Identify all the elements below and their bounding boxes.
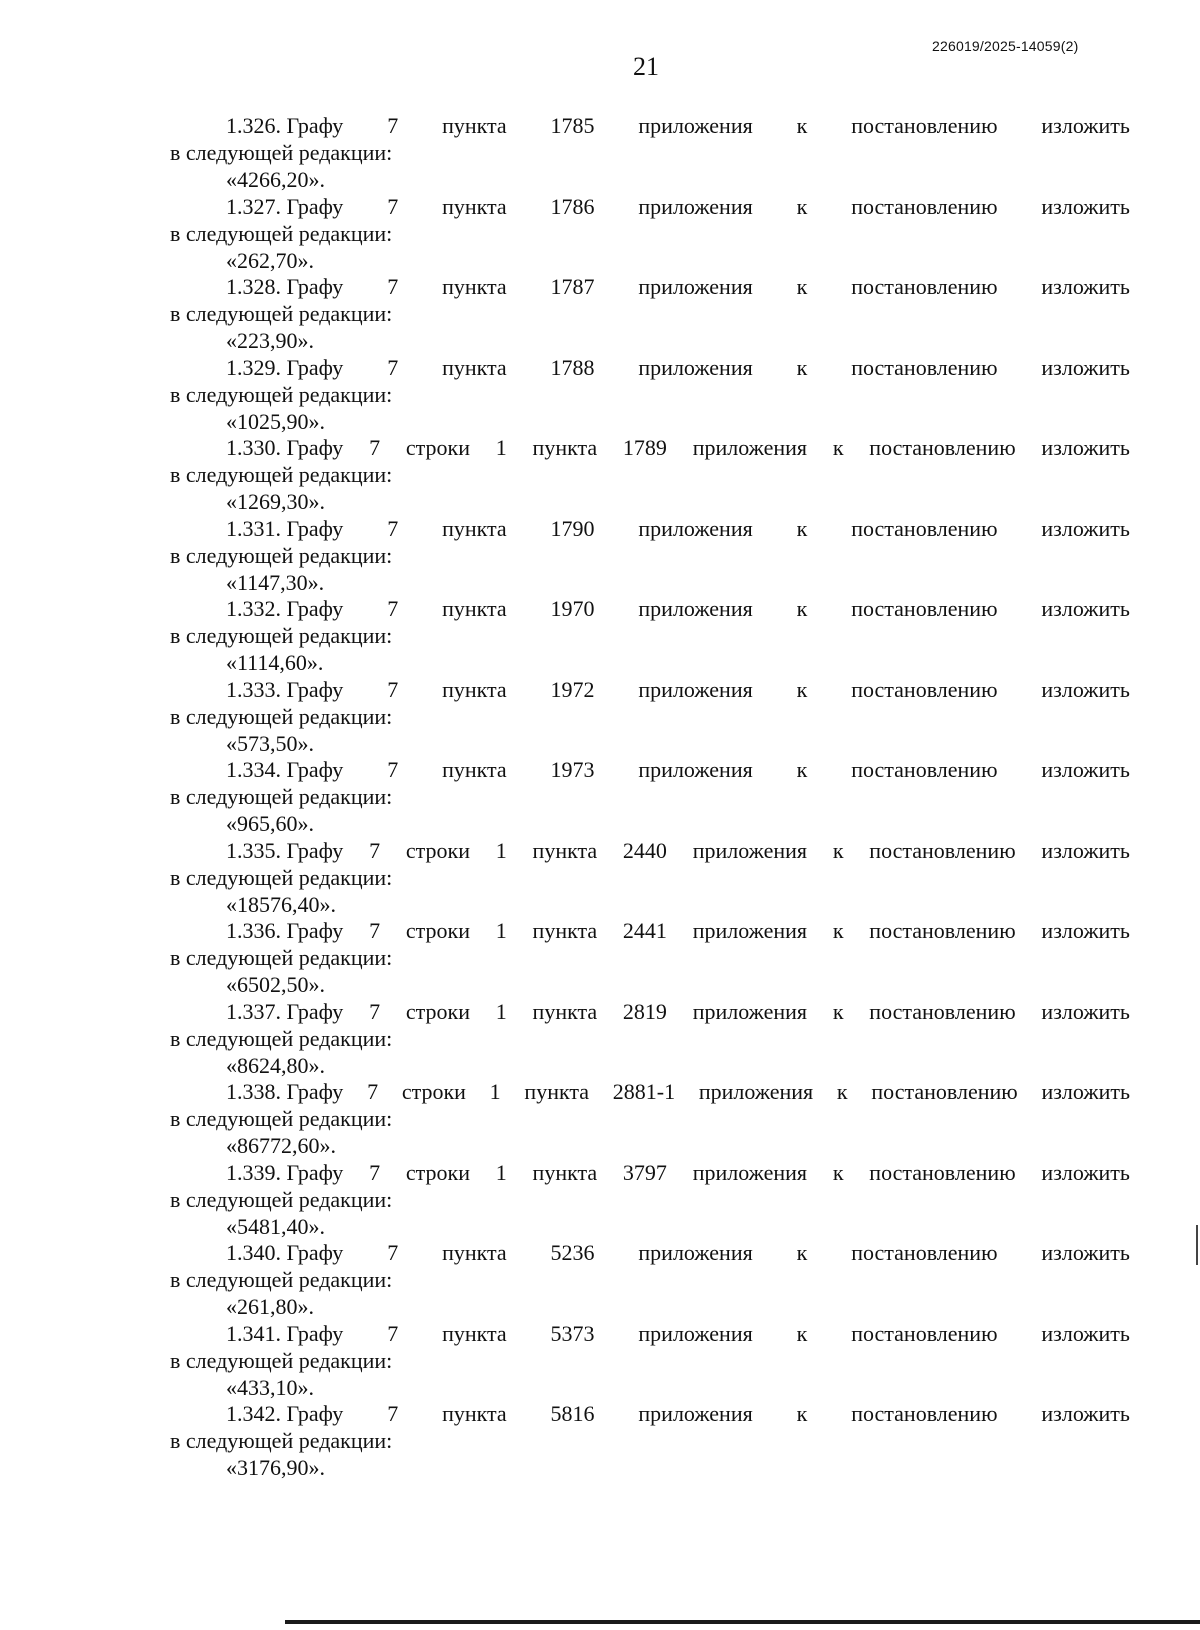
right-scan-edge bbox=[1196, 1225, 1198, 1265]
amendment-word: 1.336. Графу bbox=[226, 918, 344, 943]
amendment-word: пункта bbox=[442, 1320, 507, 1346]
amendment-word: строки bbox=[405, 1159, 470, 1185]
amendment-word: 2819 bbox=[622, 998, 667, 1024]
amendment-word: к bbox=[796, 515, 808, 541]
amendment-word: 7 bbox=[369, 918, 381, 943]
amendment-word: приложения bbox=[692, 918, 808, 943]
amendment-word: пункта bbox=[442, 354, 507, 380]
amendment-word: пункта bbox=[442, 193, 507, 219]
amendment-word: к bbox=[832, 918, 844, 943]
amendment-word: 7 bbox=[387, 193, 399, 219]
amendment-word: изложить bbox=[1041, 435, 1130, 460]
amendment-item bbox=[170, 1400, 1130, 1481]
amendment-word: приложения bbox=[638, 596, 753, 621]
amendment-word: 1.333. Графу bbox=[226, 676, 344, 702]
amendment-continuation: в следующей редакции: bbox=[170, 220, 393, 246]
amendment-word: приложения bbox=[638, 113, 753, 138]
amendment-word: изложить bbox=[1041, 1159, 1130, 1185]
amendment-word: 1.328. Графу bbox=[226, 274, 344, 299]
amendment-first-line bbox=[170, 112, 1130, 139]
amendment-word: строки bbox=[405, 837, 470, 863]
amendment-word: к bbox=[832, 435, 844, 460]
amendment-word: 1.329. Графу bbox=[226, 354, 344, 380]
amendment-new-value: «18576,40». bbox=[226, 891, 336, 917]
amendment-word: строки bbox=[405, 998, 470, 1024]
amendment-continuation: в следующей редакции: bbox=[170, 1267, 393, 1292]
amendment-word: 1788 bbox=[550, 354, 595, 380]
amendment-word: 1785 bbox=[550, 113, 595, 138]
amendment-word: постановлению bbox=[851, 1320, 998, 1346]
amendment-first-line bbox=[170, 1239, 1130, 1266]
amendment-word: 1.331. Графу bbox=[226, 515, 344, 541]
amendment-word: приложения bbox=[638, 1320, 753, 1346]
amendment-word: 7 bbox=[367, 1079, 379, 1104]
amendment-continuation: в следующей редакции: bbox=[170, 703, 393, 729]
amendment-word: 1.326. Графу bbox=[226, 113, 344, 138]
amendment-word: постановлению bbox=[851, 515, 998, 541]
amendment-word: постановлению bbox=[869, 435, 1016, 460]
amendment-item bbox=[170, 273, 1130, 354]
amendment-word: постановлению bbox=[851, 1240, 998, 1265]
amendment-new-value: «86772,60». bbox=[226, 1133, 336, 1158]
amendment-first-line bbox=[170, 1400, 1130, 1427]
amendment-word: 5373 bbox=[550, 1320, 595, 1346]
amendment-first-line bbox=[170, 756, 1130, 783]
amendment-first-line bbox=[170, 837, 1130, 864]
amendment-word: к bbox=[796, 354, 808, 380]
amendment-new-value: «261,80». bbox=[226, 1294, 314, 1319]
amendment-word: 7 bbox=[387, 515, 399, 541]
amendment-new-value: «1269,30». bbox=[226, 489, 325, 514]
amendment-new-value: «965,60». bbox=[226, 811, 314, 836]
amendment-word: пункта bbox=[442, 1401, 507, 1426]
amendment-word: изложить bbox=[1041, 1079, 1130, 1104]
amendment-continuation: в следующей редакции: bbox=[170, 784, 393, 809]
amendment-item bbox=[170, 515, 1130, 596]
amendment-item bbox=[170, 354, 1130, 435]
amendment-word: строки bbox=[405, 435, 470, 460]
amendment-word: 7 bbox=[387, 113, 399, 138]
amendment-word: 5816 bbox=[550, 1401, 595, 1426]
amendment-word: 7 bbox=[387, 1320, 399, 1346]
amendment-word: 1790 bbox=[550, 515, 595, 541]
amendment-word: 1970 bbox=[550, 596, 595, 621]
amendment-word: 2441 bbox=[622, 918, 667, 943]
amendment-new-value: «223,90». bbox=[226, 328, 314, 353]
amendment-word: 7 bbox=[369, 1159, 381, 1185]
amendment-word: 1973 bbox=[550, 757, 595, 782]
amendment-word: 1 bbox=[495, 435, 507, 460]
amendment-word: постановлению bbox=[851, 193, 998, 219]
amendment-word: изложить bbox=[1041, 676, 1130, 702]
amendment-first-line bbox=[170, 193, 1130, 220]
amendment-item bbox=[170, 756, 1130, 837]
amendment-word: к bbox=[832, 1159, 844, 1185]
amendment-new-value: «4266,20». bbox=[226, 167, 325, 192]
amendment-word: приложения bbox=[692, 1159, 808, 1185]
amendment-word: пункта bbox=[532, 918, 598, 943]
amendment-first-line bbox=[170, 354, 1130, 381]
amendment-first-line bbox=[170, 273, 1130, 300]
amendment-word: приложения bbox=[638, 354, 753, 380]
amendment-word: приложения bbox=[638, 1401, 753, 1426]
amendment-word: приложения bbox=[638, 274, 753, 299]
amendment-word: 1.335. Графу bbox=[226, 837, 344, 863]
amendment-continuation: в следующей редакции: bbox=[170, 864, 393, 890]
amendment-continuation: в следующей редакции: bbox=[170, 1106, 393, 1131]
amendment-word: пункта bbox=[442, 113, 507, 138]
amendment-word: пункта bbox=[442, 274, 507, 299]
amendment-word: изложить bbox=[1041, 1320, 1130, 1346]
amendment-word: приложения bbox=[698, 1079, 814, 1104]
amendment-word: пункта bbox=[524, 1079, 590, 1104]
amendment-word: приложения bbox=[692, 435, 808, 460]
amendment-word: изложить bbox=[1041, 837, 1130, 863]
amendment-word: постановлению bbox=[851, 676, 998, 702]
amendment-new-value: «8624,80». bbox=[226, 1052, 325, 1078]
amendment-word: постановлению bbox=[869, 1159, 1016, 1185]
amendment-word: к bbox=[796, 757, 808, 782]
amendment-word: постановлению bbox=[869, 918, 1016, 943]
amendment-word: постановлению bbox=[851, 354, 998, 380]
amendment-word: постановлению bbox=[851, 274, 998, 299]
amendment-word: постановлению bbox=[869, 998, 1016, 1024]
amendment-new-value: «1147,30». bbox=[226, 569, 325, 595]
amendment-word: пункта bbox=[442, 676, 507, 702]
amendment-word: пункта bbox=[442, 757, 507, 782]
amendment-continuation: в следующей редакции: bbox=[170, 301, 393, 326]
amendment-word: к bbox=[796, 193, 808, 219]
amendment-word: изложить bbox=[1041, 918, 1130, 943]
amendment-new-value: «5481,40». bbox=[226, 1213, 325, 1239]
amendment-word: постановлению bbox=[851, 113, 998, 138]
amendment-item bbox=[170, 917, 1130, 998]
amendment-word: постановлению bbox=[871, 1079, 1018, 1104]
amendment-word: изложить bbox=[1041, 274, 1130, 299]
amendment-item bbox=[170, 1078, 1130, 1159]
amendment-word: пункта bbox=[532, 837, 598, 863]
amendment-word: пункта bbox=[532, 998, 598, 1024]
amendment-word: к bbox=[796, 596, 808, 621]
amendment-word: к bbox=[796, 113, 808, 138]
amendment-word: 1.341. Графу bbox=[226, 1320, 344, 1346]
amendment-continuation: в следующей редакции: bbox=[170, 381, 393, 407]
amendment-word: 7 bbox=[369, 998, 381, 1024]
amendment-word: 1.338. Графу bbox=[226, 1079, 344, 1104]
amendment-word: изложить bbox=[1041, 998, 1130, 1024]
amendment-new-value: «262,70». bbox=[226, 247, 314, 273]
amendment-word: постановлению bbox=[851, 1401, 998, 1426]
amendment-word: 1 bbox=[495, 918, 507, 943]
amendment-word: постановлению bbox=[851, 596, 998, 621]
amendment-word: изложить bbox=[1041, 596, 1130, 621]
amendment-word: постановлению bbox=[851, 757, 998, 782]
amendment-word: 1.340. Графу bbox=[226, 1240, 344, 1265]
amendment-word: 7 bbox=[387, 1401, 399, 1426]
amendment-word: 1.339. Графу bbox=[226, 1159, 344, 1185]
amendment-word: 3797 bbox=[622, 1159, 667, 1185]
amendment-first-line bbox=[170, 1320, 1130, 1347]
amendment-word: 5236 bbox=[550, 1240, 595, 1265]
amendment-word: 7 bbox=[387, 676, 399, 702]
amendment-word: изложить bbox=[1041, 1240, 1130, 1265]
amendment-item bbox=[170, 434, 1130, 515]
amendment-word: приложения bbox=[638, 676, 753, 702]
amendment-first-line bbox=[170, 676, 1130, 703]
amendment-word: 1786 bbox=[550, 193, 595, 219]
amendment-continuation: в следующей редакции: bbox=[170, 1347, 393, 1373]
amendment-word: 1.334. Графу bbox=[226, 757, 344, 782]
amendment-word: изложить bbox=[1041, 515, 1130, 541]
amendment-word: к bbox=[796, 274, 808, 299]
amendment-new-value: «1025,90». bbox=[226, 408, 325, 434]
amendment-item bbox=[170, 193, 1130, 274]
amendment-item bbox=[170, 1159, 1130, 1240]
amendment-continuation: в следующей редакции: bbox=[170, 623, 393, 648]
amendment-word: 7 bbox=[387, 757, 399, 782]
amendment-item bbox=[170, 837, 1130, 918]
amendment-new-value: «3176,90». bbox=[226, 1455, 325, 1480]
amendment-word: к bbox=[832, 837, 844, 863]
bottom-scan-border bbox=[285, 1620, 1200, 1624]
amendment-word: пункта bbox=[532, 1159, 598, 1185]
amendment-word: 2440 bbox=[622, 837, 667, 863]
amendment-word: к bbox=[796, 1320, 808, 1346]
amendment-new-value: «573,50». bbox=[226, 730, 314, 756]
amendment-word: 7 bbox=[387, 354, 399, 380]
amendment-item bbox=[170, 1320, 1130, 1401]
amendment-word: приложения bbox=[638, 1240, 753, 1265]
amendment-word: 2881-1 bbox=[612, 1079, 676, 1104]
amendment-new-value: «6502,50». bbox=[226, 972, 325, 997]
amendment-word: приложения bbox=[638, 757, 753, 782]
amendment-word: пункта bbox=[442, 596, 507, 621]
amendment-continuation: в следующей редакции: bbox=[170, 945, 393, 970]
amendment-continuation: в следующей редакции: bbox=[170, 542, 393, 568]
amendment-word: приложения bbox=[638, 515, 753, 541]
amendment-word: изложить bbox=[1041, 193, 1130, 219]
amendment-word: к bbox=[836, 1079, 848, 1104]
amendment-continuation: в следующей редакции: bbox=[170, 1186, 393, 1212]
amendment-word: 1.332. Графу bbox=[226, 596, 344, 621]
amendment-continuation: в следующей редакции: bbox=[170, 1025, 393, 1051]
amendment-word: 1.330. Графу bbox=[226, 435, 344, 460]
amendment-word: 7 bbox=[387, 1240, 399, 1265]
amendment-word: приложения bbox=[638, 193, 753, 219]
amendment-word: к bbox=[796, 1401, 808, 1426]
amendment-word: 1.342. Графу bbox=[226, 1401, 344, 1426]
amendment-word: строки bbox=[401, 1079, 466, 1104]
amendment-word: к bbox=[796, 676, 808, 702]
amendment-word: 1 bbox=[495, 1159, 507, 1185]
amendment-word: 1 bbox=[489, 1079, 501, 1104]
amendment-item bbox=[170, 676, 1130, 757]
amendment-word: изложить bbox=[1041, 354, 1130, 380]
amendment-word: 7 bbox=[369, 837, 381, 863]
amendment-word: 1787 bbox=[550, 274, 595, 299]
amendment-word: пункта bbox=[442, 1240, 507, 1265]
amendment-word: пункта bbox=[532, 435, 598, 460]
amendment-word: 1972 bbox=[550, 676, 595, 702]
amendment-word: изложить bbox=[1041, 757, 1130, 782]
amendment-item bbox=[170, 998, 1130, 1079]
amendment-first-line bbox=[170, 1159, 1130, 1186]
amendment-word: 1.327. Графу bbox=[226, 193, 344, 219]
amendment-word: постановлению bbox=[869, 837, 1016, 863]
amendment-word: пункта bbox=[442, 515, 507, 541]
amendment-item bbox=[170, 112, 1130, 193]
amendment-word: 7 bbox=[369, 435, 381, 460]
amendment-word: к bbox=[832, 998, 844, 1024]
amendment-list bbox=[170, 112, 1130, 1481]
amendment-first-line bbox=[170, 595, 1130, 622]
amendment-new-value: «433,10». bbox=[226, 1374, 314, 1400]
amendment-continuation: в следующей редакции: bbox=[170, 140, 393, 165]
amendment-word: строки bbox=[405, 918, 470, 943]
amendment-new-value: «1114,60». bbox=[226, 650, 324, 675]
amendment-word: 1 bbox=[495, 837, 507, 863]
amendment-first-line bbox=[170, 434, 1130, 461]
amendment-first-line bbox=[170, 515, 1130, 542]
amendment-first-line bbox=[170, 917, 1130, 944]
amendment-word: 7 bbox=[387, 274, 399, 299]
amendment-word: приложения bbox=[692, 998, 808, 1024]
amendment-first-line bbox=[170, 998, 1130, 1025]
amendment-continuation: в следующей редакции: bbox=[170, 1428, 393, 1453]
amendment-word: 1.337. Графу bbox=[226, 998, 344, 1024]
amendment-first-line bbox=[170, 1078, 1130, 1105]
amendment-item bbox=[170, 595, 1130, 676]
amendment-word: 7 bbox=[387, 596, 399, 621]
document-registration-number: 226019/2025-14059(2) bbox=[932, 38, 1079, 54]
amendment-item bbox=[170, 1239, 1130, 1320]
amendment-word: 1789 bbox=[622, 435, 667, 460]
amendment-word: приложения bbox=[692, 837, 808, 863]
amendment-word: к bbox=[796, 1240, 808, 1265]
amendment-word: изложить bbox=[1041, 1401, 1130, 1426]
amendment-continuation: в следующей редакции: bbox=[170, 462, 393, 487]
page-number: 21 bbox=[633, 52, 659, 81]
amendment-word: 1 bbox=[495, 998, 507, 1024]
amendment-word: изложить bbox=[1041, 113, 1130, 138]
